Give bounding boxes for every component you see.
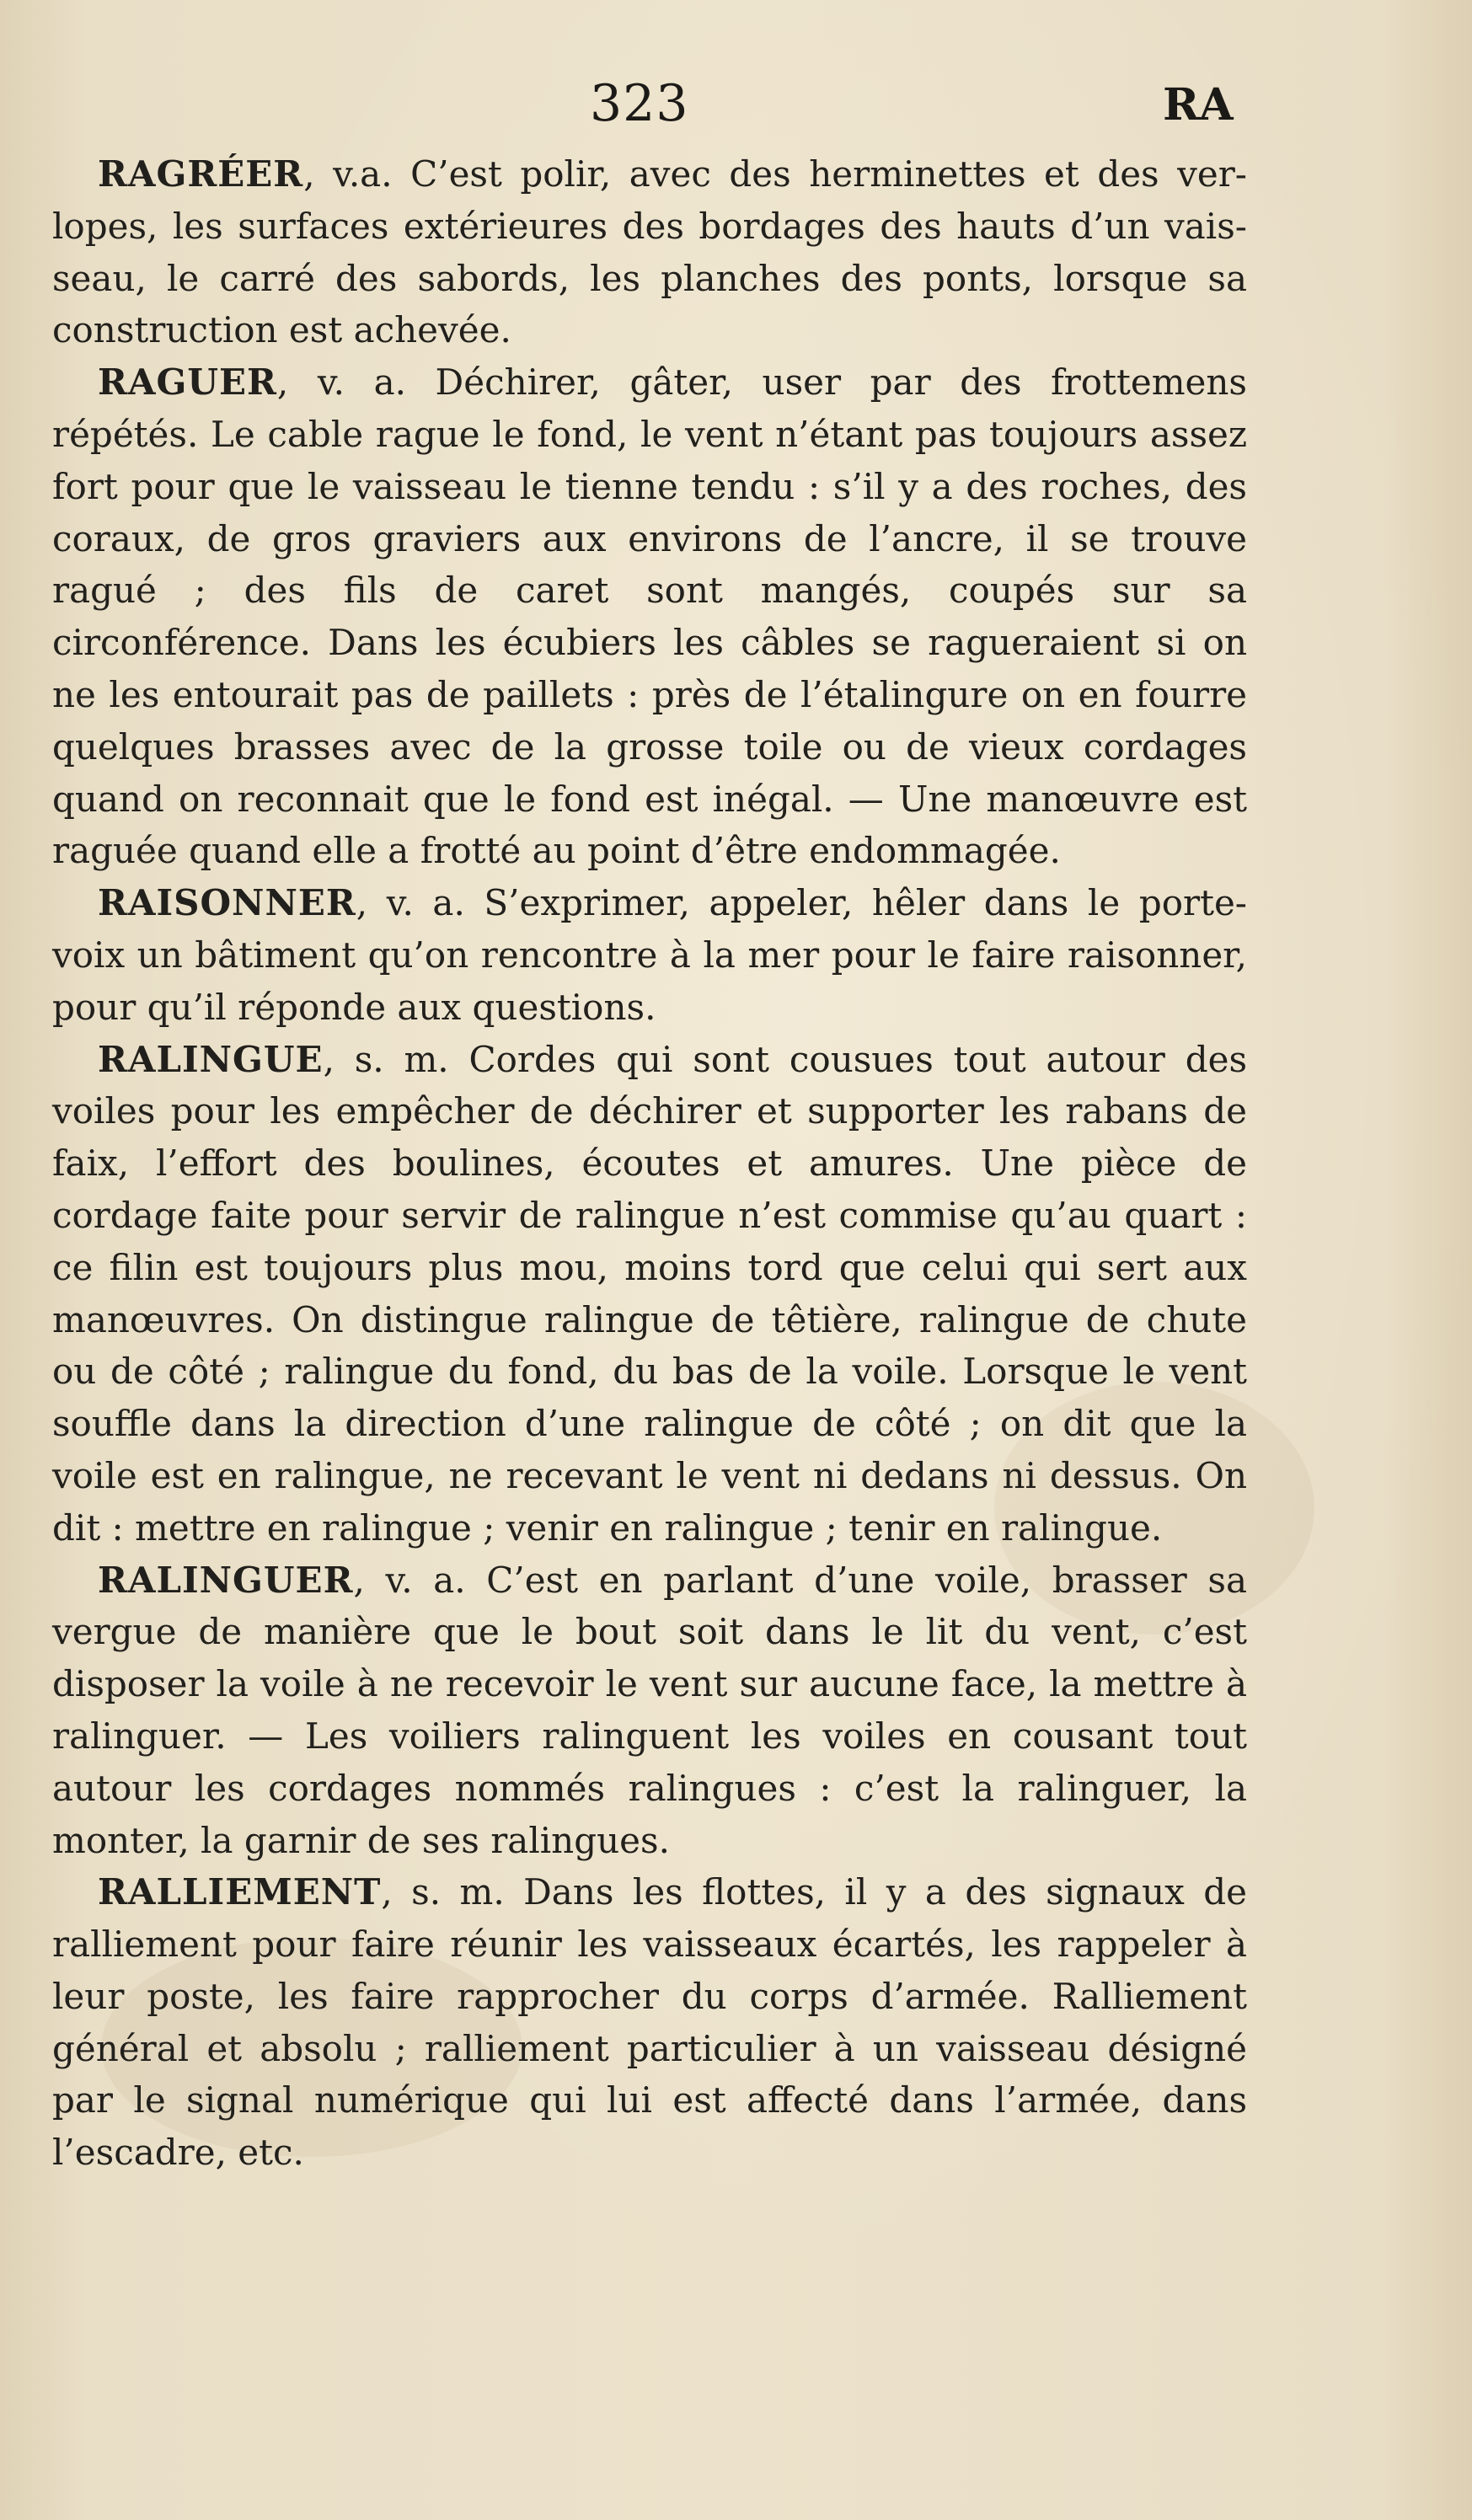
entry-text: , s. m. Dans les flottes, il y a des signaux de ralliement pour faire réunir les vaisseaux écartés, les rappeler à leur poste, les faire rapprocher du corps d’armée. Ralliement général et absolu ; ralliement particulier à un vaisseau désigné par le signal numérique qui lui est affecté dans l’armée, dans l’escadre, etc.: [52, 1871, 1247, 2174]
entry-text: , v. a. Déchirer, gâter, user par des frottemens répétés. Le cable rague le fond, le vent n’étant pas toujours assez fort pour que le vaisseau le tienne tendu : s’il y a des roches, des coraux, de gros graviers aux environs de l’ancre, il se trouve ragué ; des fils de caret sont mangés, coupés sur sa circonférence. Dans les écubiers les câbles se ragueraient si on ne les entourait pas de paillets : près de l’étalingure on en fourre quelques brasses avec de la grosse toile ou de vieux cordages quand on reconnait que le fond est inégal. — Une manœuvre est raguée quand elle a frotté au point d’être endommagée.: [52, 361, 1247, 872]
headword: RALINGUE: [98, 1038, 324, 1080]
headword: RAGUER: [98, 361, 277, 404]
entry-raguer: [52, 356, 1247, 877]
entry-ralingue: [52, 1034, 1247, 1554]
entry-text: , v. a. S’exprimer, appeler, hêler dans le porte-voix un bâtiment qu’on rencontre à la mer pour le faire raisonner, pour qu’il réponde aux questions.: [52, 882, 1247, 1028]
entry-ralinguer: [52, 1554, 1247, 1867]
entry-raisonner: [52, 877, 1247, 1033]
page-header: [0, 74, 1472, 142]
dictionary-text: [52, 148, 1247, 2179]
entry-text: , s. m. Cordes qui sont cousues tout autour des voiles pour les empêcher de déchirer et supporter les rabans de faix, l’effort des boulines, écoutes et amures. Une pièce de cordage faite pour servir de ralingue n’est commise qu’au quart : ce filin est toujours plus mou, moins tord que celui qui sert aux manœuvres. On distingue ralingue de têtière, ralingue de chute ou de côté ; ralingue du fond, du bas de la voile. Lorsque le vent souffle dans la direction d’une ralingue de côté ; on dit que la voile est en ralingue, ne recevant le vent ni dedans ni dessus. On dit : mettre en ralingue ; venir en ralingue ; tenir en ralingue.: [52, 1038, 1247, 1549]
entry-text: , v.a. C’est polir, avec des herminettes et des verlopes, les surfaces extérieures des bordages des hauts d’un vaisseau, le carré des sabords, les planches des ponts, lorsque sa construction est achevée.: [52, 153, 1247, 351]
entry-ragreer: [52, 148, 1247, 356]
headword: RAGRÉER: [98, 153, 304, 195]
entry-ralliement: [52, 1866, 1247, 2179]
page-number: 323: [590, 74, 689, 133]
headword: RALINGUER: [98, 1559, 354, 1601]
entry-text: , v. a. C’est en parlant d’une voile, brasser sa vergue de manière que le bout soit dans le lit du vent, c’est disposer la voile à ne recevoir le vent sur aucune face, la mettre à ralinguer. — Les voiliers ralinguent les voiles en cousant tout autour les cordages nommés ralingues : c’est la ralinguer, la monter, la garnir de ses ralingues.: [52, 1559, 1247, 1861]
headword: RAISONNER: [98, 882, 356, 924]
running-head: RA: [1163, 79, 1234, 131]
headword: RALLIEMENT: [98, 1871, 382, 1913]
